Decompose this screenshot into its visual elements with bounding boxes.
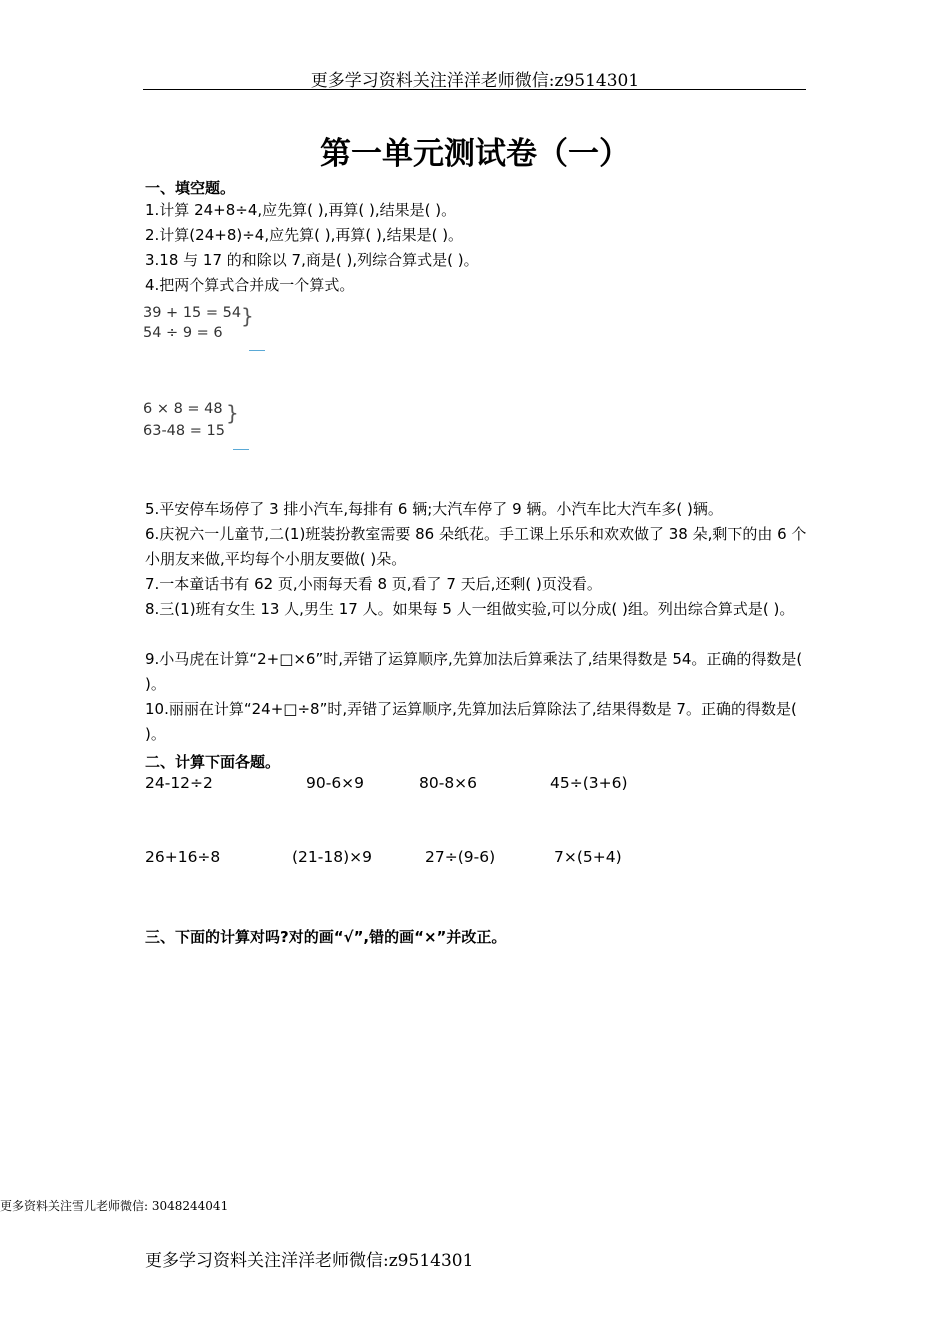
merge-pair-2-line-2: 63-48 = 15 bbox=[143, 423, 225, 439]
question-6: 6.庆祝六一儿童节,二(1)班装扮教室需要 86 朵纸花。手工课上乐乐和欢欢做了 38 朵,剩下的由 6 个小朋友来做,平均每个小朋友要做( )朵。 bbox=[145, 525, 807, 568]
merge-pair-1-brace: } bbox=[241, 304, 254, 328]
header-promo: 更多学习资料关注洋洋老师微信:z9514301 bbox=[310, 71, 640, 91]
merge-pair-1-line-2: 54 ÷ 9 = 6 bbox=[143, 325, 223, 341]
section-heading-check: 三、下面的计算对吗?对的画“√”,错的画“×”并改正。 bbox=[145, 928, 507, 946]
question-1: 1.计算 24+8÷4,应先算( ),再算( ),结果是( )。 bbox=[145, 201, 457, 219]
footer-promo-small: 更多资料关注雪儿老师微信: 3048244041 bbox=[0, 1199, 229, 1213]
calc-problem: 24-12÷2 bbox=[145, 774, 213, 792]
calc-problem: 27÷(9-6) bbox=[425, 848, 496, 866]
page-title: 第一单元测试卷（一） bbox=[320, 136, 630, 172]
merge-pair-2-line-1: 6 × 8 = 48 bbox=[143, 401, 223, 417]
section-heading-calculate: 二、计算下面各题。 bbox=[145, 753, 281, 771]
merge-pair-2-answer-blank[interactable] bbox=[233, 449, 249, 450]
calc-problem: 7×(5+4) bbox=[554, 848, 622, 866]
question-9: 9.小马虎在计算“2+□×6”时,弄错了运算顺序,先算加法后算乘法了,结果得数是 54。正确的得数是( )。 bbox=[145, 650, 803, 693]
merge-pair-1-answer-blank[interactable] bbox=[249, 350, 265, 351]
calc-problem: 26+16÷8 bbox=[145, 848, 221, 866]
section-heading-fill-blank: 一、填空题。 bbox=[145, 179, 236, 197]
header-divider bbox=[143, 89, 806, 90]
question-5: 5.平安停车场停了 3 排小汽车,每排有 6 辆;大汽车停了 9 辆。小汽车比大汽车多( )辆。 bbox=[145, 500, 723, 518]
calc-problem: 45÷(3+6) bbox=[550, 774, 628, 792]
question-10: 10.丽丽在计算“24+□÷8”时,弄错了运算顺序,先算加法后算除法了,结果得数是 7。正确的得数是( )。 bbox=[145, 700, 797, 743]
question-8: 8.三(1)班有女生 13 人,男生 17 人。如果每 5 人一组做实验,可以分成( )组。列出综合算式是( )。 bbox=[145, 600, 795, 618]
calc-problem: 80-8×6 bbox=[419, 774, 478, 792]
footer-promo: 更多学习资料关注洋洋老师微信:z9514301 bbox=[145, 1251, 474, 1271]
calc-problem: (21-18)×9 bbox=[292, 848, 372, 866]
question-4: 4.把两个算式合并成一个算式。 bbox=[145, 276, 355, 294]
question-7: 7.一本童话书有 62 页,小雨每天看 8 页,看了 7 天后,还剩( )页没看。 bbox=[145, 575, 602, 593]
calc-problem: 90-6×9 bbox=[306, 774, 365, 792]
question-3: 3.18 与 17 的和除以 7,商是( ),列综合算式是( )。 bbox=[145, 251, 479, 269]
question-2: 2.计算(24+8)÷4,应先算( ),再算( ),结果是( )。 bbox=[145, 226, 464, 244]
merge-pair-2-brace: } bbox=[226, 401, 239, 425]
merge-pair-1-line-1: 39 + 15 = 54 bbox=[143, 305, 242, 321]
